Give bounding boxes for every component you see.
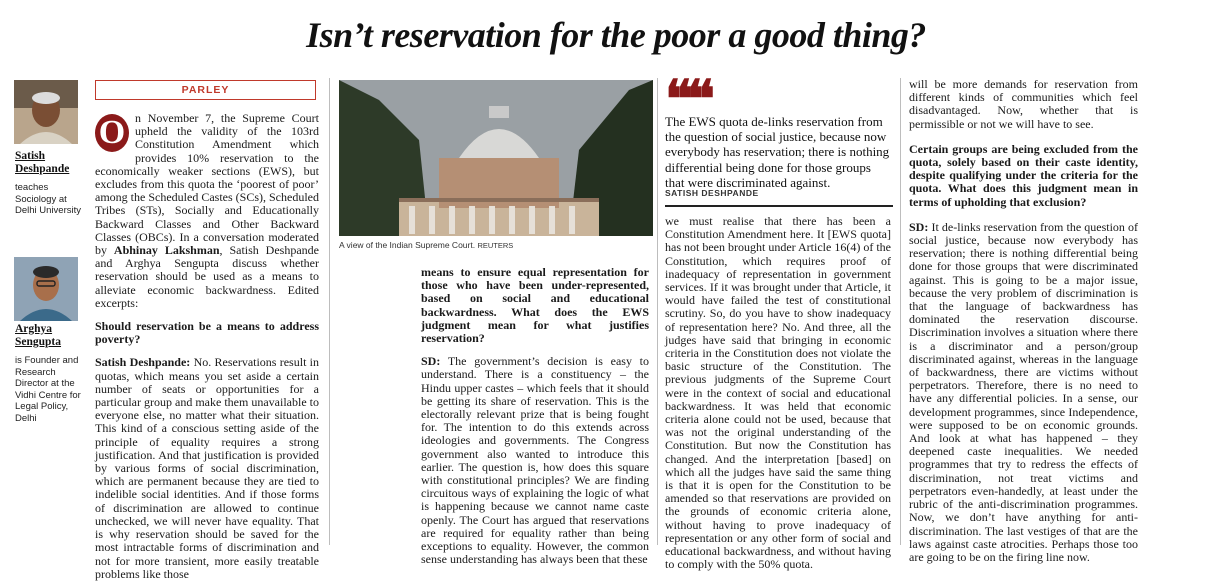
column-divider bbox=[657, 78, 658, 545]
section-label: PARLEY bbox=[95, 80, 316, 100]
speaker-label: SD: bbox=[909, 219, 929, 234]
contributor-bio-deshpande: teaches Sociology at Delhi University bbox=[15, 182, 81, 216]
column-4-top-text: will be more demands for reservation from different kinds of communities which feel disadvantaged. Now, whether that is permissible or not we will have to see. bbox=[909, 77, 1138, 131]
headline: Isn’t reservation for the poor a good thing? bbox=[306, 15, 926, 55]
contributor-photo-deshpande bbox=[14, 80, 78, 144]
question-1: Should reservation be a means to address poverty? bbox=[95, 319, 319, 347]
article-column-4 bbox=[909, 77, 1139, 564]
drop-cap: O bbox=[95, 114, 129, 152]
pull-quote-credit: SATISH DESHPANDE bbox=[665, 188, 759, 198]
supreme-court-image bbox=[339, 80, 653, 236]
intro-paragraph: O n November 7, the Supreme Court upheld the validity of the 103rd Constitution Amendment which provides 10% reservation to the economically weaker sections (EWS), but excludes from this quota the ‘poorest of poor’ among the Scheduled Castes (SCs), Scheduled Tribes (STs), Socially and Educationally Backward Classes and Other Backward Classes (OBCs). In a conversation moderated by Abhinay Lakshman, Satish Deshpande and Arghya Sengupta discuss whether reservation should be used as a means to alleviate economic backwardness. Edited excerpts: bbox=[95, 111, 319, 310]
pull-quote-rule bbox=[665, 205, 893, 207]
moderator-name: Abhinay Lakshman bbox=[113, 243, 220, 258]
quote-icon: ❝❝ bbox=[665, 69, 709, 130]
question-3: Certain groups are being excluded from the quota, solely based on their caste identity, despite qualifying under the criteria for the quota. What does this judgment mean in terms of upholding that exclusion? bbox=[909, 141, 1138, 209]
contributor-name-sengupta: Arghya Sengupta bbox=[15, 323, 62, 348]
contributor-photo-sengupta bbox=[14, 257, 78, 321]
photo-credit: REUTERS bbox=[477, 241, 514, 250]
question-2-continued: means to ensure equal representation for those who have been under-represented, based on social and educational backwardness. What does the EWS judgment mean for what justifies reservation? bbox=[421, 265, 649, 346]
contributor-name-deshpande: Satish Deshpande bbox=[15, 150, 70, 175]
column-divider bbox=[900, 78, 901, 545]
article-column-2 bbox=[421, 265, 649, 567]
answer-2: SD: The government’s decision is easy to understand. There is a constituency – the Hindu upper castes – which feels that it should be getting its share of reservation. This is the electorally relevant prize that is being fought for. The intention to do this extends across ideologies and governments. The Congress government also wanted to introduce this earlier. The question is, how does this square with constitutional principles? We are finding circuitous ways of explaining the logic of what is happening because we cannot name caste openly. The Court has argued that reservations are required for equality rather than being exceptions to equality. However, the common sense understanding has always been that these bbox=[421, 354, 649, 567]
column-3-text: we must realise that there has been a Constitution Amendment here. It [EWS quota] has not been brought under Article 16(4) of the Constitution, which requires proof of inadequacy of representation in government services. If it was brought under that Article, it would have failed the test of constitutional scrutiny. So, do you have to show inadequacy of representation here? No. And three, all the judges have said that bringing in economic criteria in the Constitution does not violate the basic structure of the Constitution. The previous judgments of the Supreme Court were in the context of social and educational backwardness. It was held that economic criteria alone could not be used, because that was not the original understanding of the Constitution. But now the Constitution has changed. And the interpretation [based] on which all the judges have said the same thing is that it is open for the Constitution to be amended so that reservations are provided on the grounds of economic criteria alone, without having to prove inadequacy of representation or any other form of social and educational backwardness, and without having to comply with the 50% quota. bbox=[665, 214, 891, 572]
answer-3: SD: It de-links reservation from the question of social justice, because now everybody has reservation; there is nothing differential being done for those groups that were discriminated against. This is going to be a major issue, because the very problem of discrimination is that the language of backwardness has dominated the reservation discourse. Discrimination involves a situation where there is a discriminator and a person/group discriminated against, whereas in the language of backwardness, there are victims without perpetrators. Therefore, there is no need to have any differential policies. In a sense, our development programmes, since Independence, were supposed to be on economic grounds. And look at what has happened – they deepened caste inequalities. We needed programmes that try to redress the effects of discrimination, not treat victims and perpetrators even-handedly, at least under the rubric of the anti-discrimination programmes. Now, we don’t have anything for anti-discrimination. The last vestiges of that are the laws against caste atrocities. Perhaps those too are going to be on the firing line now. bbox=[909, 219, 1139, 564]
contributor-bio-sengupta: is Founder and Research Director at the Vidhi Centre for Legal Policy, Delhi bbox=[15, 355, 81, 424]
portrait-icon bbox=[14, 257, 78, 321]
portrait-icon bbox=[14, 80, 78, 144]
article-column-1 bbox=[95, 111, 319, 581]
photo-caption: A view of the Indian Supreme Court. REUTERS bbox=[339, 240, 514, 250]
answer-1: Satish Deshpande: No. Reservations result in quotas, which means you set aside a certain number of seats or opportunities for a particular group and make them unavailable to everyone else, no matter what their situation. This kind of a conscious setting aside of the principle of equality requires a strong justification. And that justification is provided by various forms of social discrimination, which are permanent because they are tied to indelible social identities. And if those forms of discrimination are allowed to continue unchecked, we will never have equality. That is why reservation should be saved for the most intractable forms of discrimination and not for more transient, more easily treatable problems like those bbox=[95, 355, 319, 581]
speaker-label: SD: bbox=[421, 354, 441, 369]
supreme-court-photo bbox=[339, 80, 653, 236]
column-divider bbox=[329, 78, 330, 545]
speaker-label: Satish Deshpande: bbox=[95, 355, 191, 370]
pull-quote: The EWS quota de-links reservation from the question of social justice, because now everybody has reservation; there is nothing differential being done for those groups that were discriminated against. bbox=[665, 114, 890, 190]
article-column-3 bbox=[665, 214, 891, 572]
